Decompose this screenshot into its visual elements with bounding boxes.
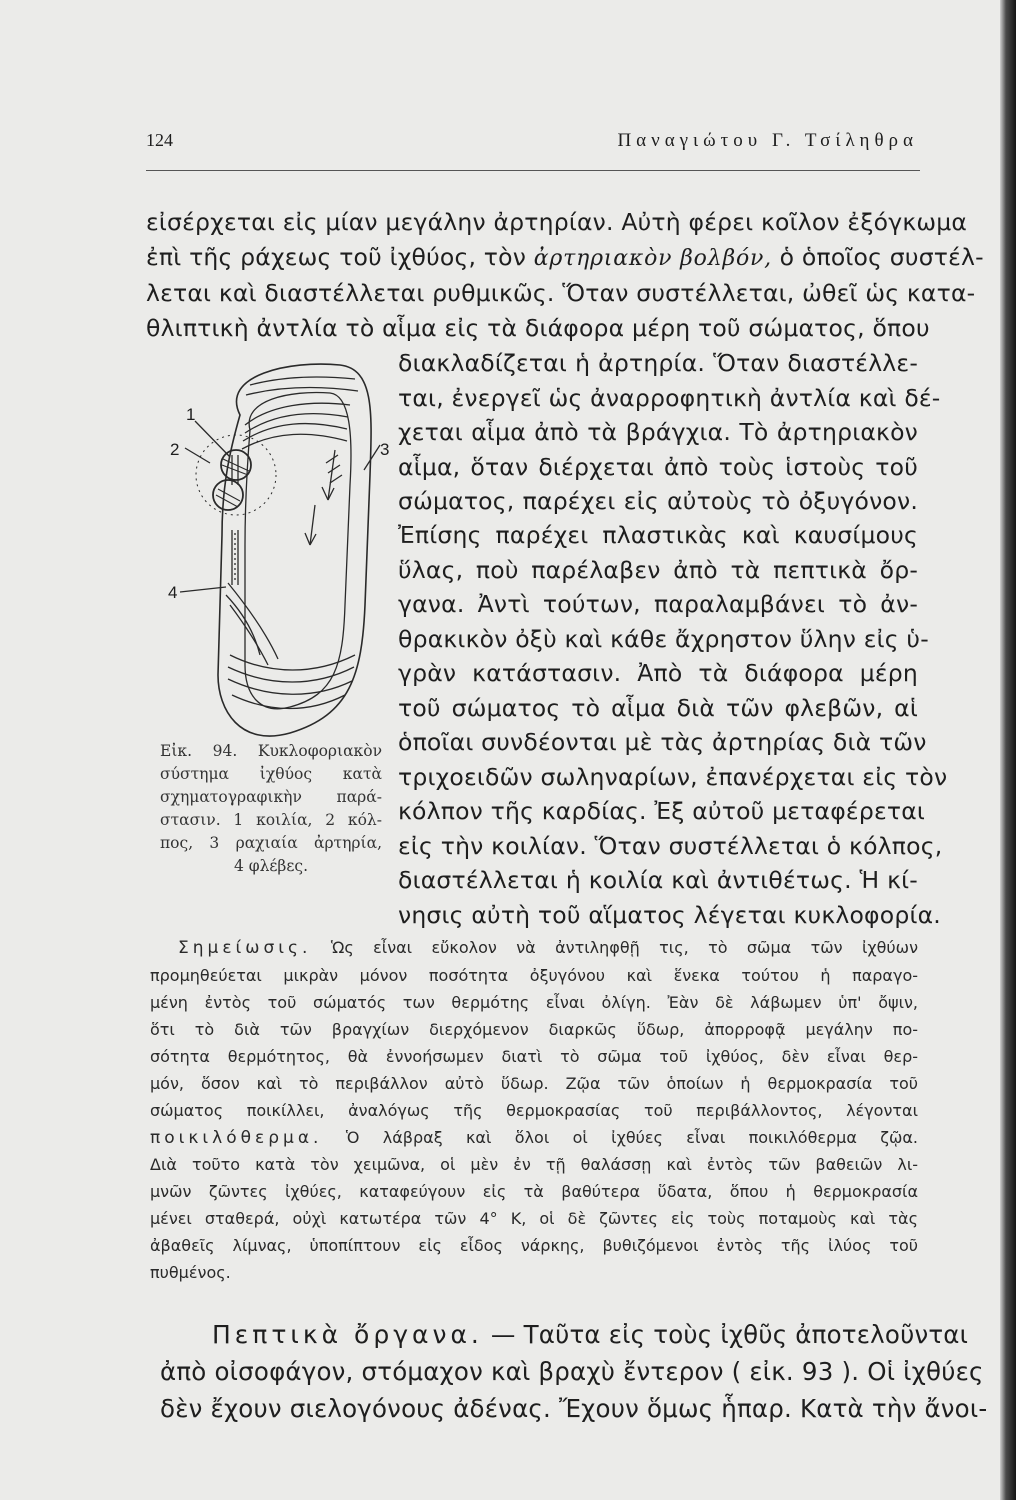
- circulation-diagram: [150, 355, 400, 745]
- note-line: μόν, ὅσον καὶ τὸ περιβάλλον αὐτὸ ὕδωρ. Ζῷα τῶν ὁποίων ἡ θερμοκρασία τοῦ: [150, 1074, 918, 1093]
- note-line: [150, 1128, 918, 1148]
- text-line: τριχοειδῶν σωληναρίων, ἐπανέρχεται εἰς τὸν: [398, 763, 948, 791]
- figure-caption: [160, 740, 382, 910]
- caption-line: σχηματογραφικὴν παρά-: [160, 788, 382, 806]
- note-line-text: Ὡς εἶναι εὔκολον νὰ ἀντιληφθῇ τις, τὸ σῶμα τῶν ἰχθύων: [330, 938, 919, 957]
- caption-line: πος, 3 ραχιαία ἀρτηρία,: [160, 834, 382, 852]
- text-line: σώματος, παρέχει εἰς αὐτοὺς τὸ ὀξυγόνον.: [398, 487, 918, 515]
- section-line-text: — Ταῦτα εἰς τοὺς ἰχθῦς ἀποτελοῦνται: [490, 1320, 969, 1349]
- running-head: Παναγιώτου Γ. Τσίληθρα: [617, 130, 918, 151]
- text-line: εἰς τὴν κοιλίαν. Ὅταν συστέλλεται ὁ κόλπος,: [398, 832, 943, 860]
- text-line: διακλαδίζεται ἡ ἀρτηρία. Ὅταν διαστέλλε-: [398, 349, 918, 377]
- page-edge-shadow: [1000, 0, 1016, 1500]
- label-3: 3: [380, 440, 390, 459]
- note-term: ποικιλόθερμα.: [150, 1128, 323, 1148]
- caption-line: σύστημα ἰχθύος κατὰ: [160, 765, 382, 783]
- text-line: θρακικὸν ὀξὺ καὶ κάθε ἄχρηστον ὕλην εἰς ὑ-: [398, 625, 929, 653]
- text-line: εἰσέρχεται εἰς μίαν μεγάλην ἀρτηρίαν. Αὐτὴ φέρει κοῖλον ἐξόγκωμα: [146, 208, 968, 236]
- text-line: [146, 243, 984, 271]
- note-line: ὅτι τὸ διὰ τῶν βραγχίων διερχόμενον διαρκῶς ὕδωρ, ἀπορροφᾷ μεγάλην πο-: [150, 1020, 918, 1039]
- text-line: θλιπτικὴ ἀντλία τὸ αἷμα εἰς τὰ διάφορα μέρη τοῦ σώματος, ὅπου: [146, 314, 930, 342]
- section-heading: Πεπτικὰ ὄργανα.: [212, 1320, 483, 1349]
- label-1: 1: [186, 405, 196, 424]
- text-line: κόλπον τῆς καρδίας. Ἐξ αὐτοῦ μεταφέρεται: [398, 797, 926, 825]
- note-line: προμηθεύεται μικρὰν μόνον ποσότητα ὀξυγόνου καὶ ἕνεκα τούτου ἡ παραγο-: [150, 966, 918, 985]
- note-line: [178, 938, 918, 958]
- note-line-text: Ὁ λάβραξ καὶ ὅλοι οἱ ἰχθύες εἶναι ποικιλόθερμα ζῷα.: [345, 1128, 919, 1147]
- text-line: λεται καὶ διαστέλλεται ρυθμικῶς. Ὅταν συστέλλεται, ὠθεῖ ὡς κατα-: [146, 279, 976, 307]
- note-line: σώματος ποικίλλει, ἀναλόγως τῆς θερμοκρασίας τοῦ περιβάλλοντος, λέγονται: [150, 1101, 918, 1120]
- caption-line: Εἰκ. 94. Κυκλοφοριακὸν: [160, 742, 382, 760]
- text-line: χεται αἷμα ἀπὸ τὰ βράγχια. Τὸ ἀρτηριακὸν: [398, 418, 918, 446]
- page-header: [146, 130, 920, 171]
- note-line: ἀβαθεῖς λίμνας, ὑποπίπτουν εἰς εἶδος νάρκης, βυθιζόμενοι ἐντὸς τῆς ἰλύος τοῦ: [150, 1236, 918, 1255]
- note-label: Σημείωσις.: [178, 938, 312, 958]
- text-line: διαστέλλεται ἡ κοιλία καὶ ἀντιθέτως. Ἡ κί-: [398, 866, 918, 894]
- text-line-start: ἐπὶ τῆς ράχεως τοῦ ἰχθύος, τὸν: [146, 243, 527, 271]
- text-line: Ἐπίσης παρέχει πλαστικὰς καὶ καυσίμους: [398, 521, 918, 549]
- text-line: ὕλας, ποὺ παρέλαβεν ἀπὸ τὰ πεπτικὰ ὄρ-: [398, 556, 918, 584]
- text-line: ται, ἐνεργεῖ ὡς ἀναρροφητικὴ ἀντλία καὶ δέ-: [398, 384, 941, 412]
- note-line: μένη ἐντὸς τοῦ σώματός των θερμότης εἶναι ὀλίγη. Ἐὰν δὲ λάβωμεν ὑπ' ὄψιν,: [150, 993, 918, 1012]
- text-line: γανα. Ἀντὶ τούτων, παραλαμβάνει τὸ ἀν-: [398, 590, 918, 618]
- note-line: μνῶν ζῶντες ἰχθύες, καταφεύγουν εἰς τὰ βαθύτερα ὕδατα, ὅπου ἡ θερμοκρασία: [150, 1182, 918, 1201]
- note-line: σότητα θερμότητος, θὰ ἐννοήσωμεν διατὶ τὸ σῶμα τοῦ ἰχθύος, δὲν εἶναι θερ-: [150, 1047, 918, 1066]
- caption-line: στασιν. 1 κοιλία, 2 κόλ-: [160, 811, 382, 829]
- text-line: αἷμα, ὅταν διέρχεται ἀπὸ τοὺς ἱστοὺς τοῦ: [398, 453, 918, 481]
- text-line: γρὰν κατάστασιν. Ἀπὸ τὰ διάφορα μέρη: [398, 659, 918, 687]
- note-line: μένει σταθερά, οὐχὶ κατωτέρα τῶν 4° Κ, οἱ δὲ ζῶντες εἰς τοὺς ποταμοὺς καὶ τὰς: [150, 1209, 918, 1228]
- italic-term: ἀρτηριακὸν βολβόν,: [533, 246, 772, 271]
- section-line: δὲν ἔχουν σιελογόνους ἀδένας. Ἔχουν ὅμως ἧπαρ. Κατὰ τὴν ἄνοι-: [160, 1394, 988, 1423]
- page-number: 124: [146, 130, 173, 150]
- note-line: Διὰ τοῦτο κατὰ τὸν χειμῶνα, οἱ μὲν ἐν τῇ θαλάσσῃ καὶ ἐντὸς τῶν βαθειῶν λι-: [150, 1155, 918, 1174]
- text-line: ὁποῖαι συνδέονται μὲ τὰς ἀρτηρίας διὰ τῶν: [398, 728, 927, 756]
- text-line: νησις αὐτὴ τοῦ αἵματος λέγεται κυκλοφορία.: [398, 901, 941, 929]
- label-2: 2: [170, 440, 180, 459]
- text-line: τοῦ σώματος τὸ αἷμα διὰ τῶν φλεβῶν, αἱ: [398, 694, 918, 722]
- section-line: ἀπὸ οἰσοφάγον, στόμαχον καὶ βραχὺ ἔντερον ( εἰκ. 93 ). Οἱ ἰχθύες: [160, 1357, 984, 1386]
- note-line: πυθμένος.: [150, 1263, 231, 1282]
- label-4: 4: [168, 583, 178, 602]
- caption-line: 4 φλέβες.: [233, 857, 309, 875]
- text-line-end: ὁ ὁποῖος συστέλ-: [779, 243, 984, 271]
- section-line: [212, 1320, 969, 1349]
